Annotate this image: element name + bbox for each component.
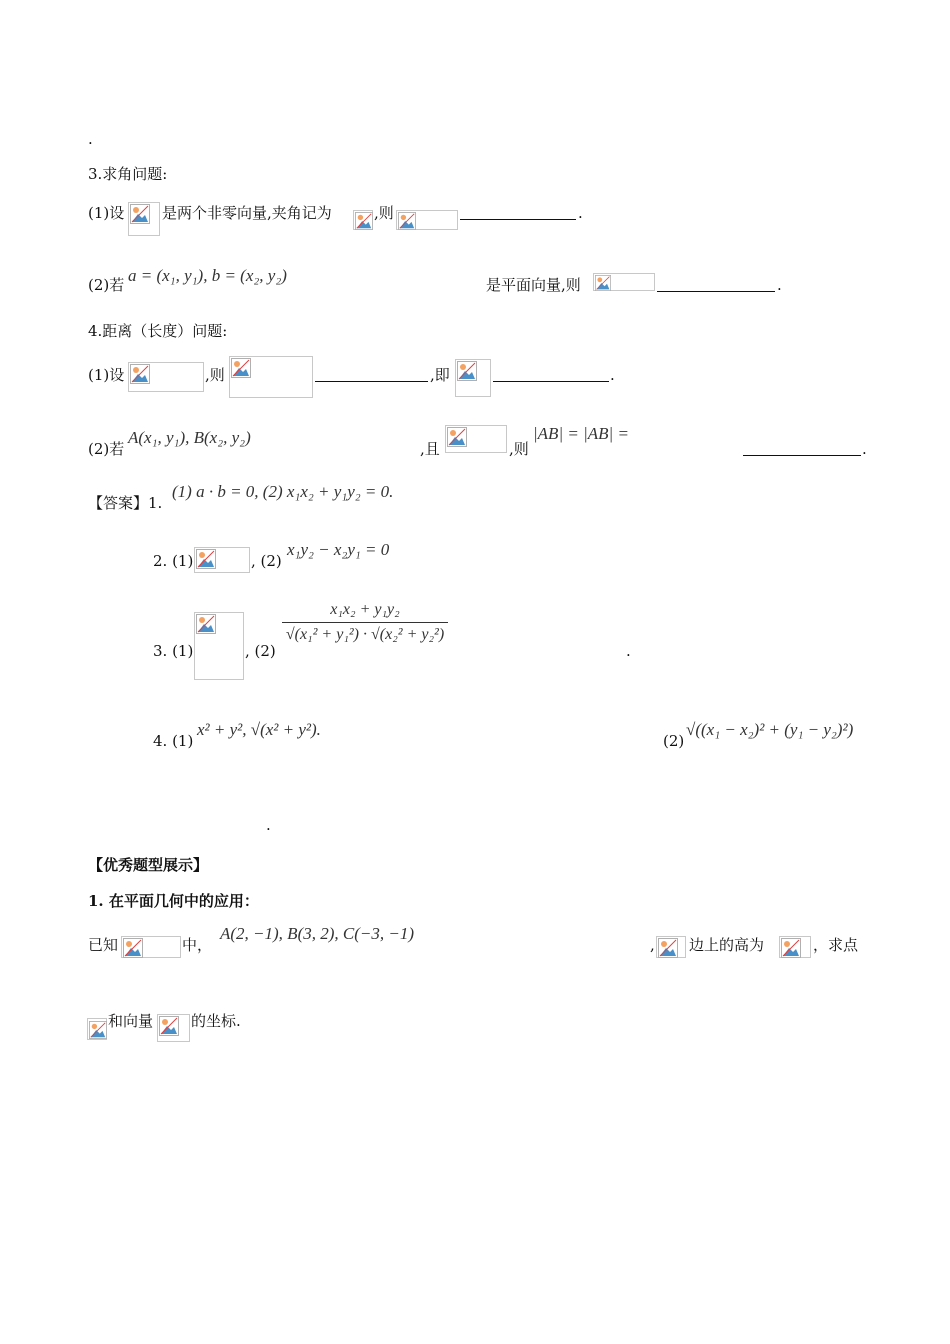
fraction-numerator: x₁x₂ + y₁y₂ <box>330 601 400 618</box>
answer-blank <box>460 219 576 220</box>
section-3-heading: 3.求角问题: <box>88 165 168 183</box>
q1-math: A(2, −1), B(3, 2), C(−3, −1) <box>220 924 414 943</box>
s3-p2-prefix: (2)若 <box>88 276 125 294</box>
broken-image-icon <box>121 936 181 958</box>
answer-4-p2-math: √((x₁ − x₂)² + (y₁ − y₂)²) <box>686 720 854 739</box>
broken-image-icon <box>157 1014 190 1042</box>
s3-p1-text2: ,则 <box>374 204 394 222</box>
s3-p1-text1: 是两个非零向量,夹角记为 <box>162 204 332 222</box>
answer-blank <box>657 291 775 292</box>
answer-blank <box>743 455 861 456</box>
fraction-denominator: √(x₁² + y₁²) · √(x₂² + y₂²) <box>285 626 445 643</box>
broken-image-icon <box>455 359 491 397</box>
broken-image-icon <box>396 210 458 230</box>
section-4-heading: 4.距离（长度）问题: <box>88 322 228 340</box>
s3-p2-math: a = (x₁, y₁), b = (x₂, y₂) <box>128 266 287 285</box>
q1-text2: , <box>650 936 655 954</box>
broken-image-icon <box>445 425 507 453</box>
answer-2-prefix: 2. (1) <box>153 552 194 570</box>
answer-4-p2-prefix: (2) <box>663 732 685 750</box>
s3-p2-text: 是平面向量,则 <box>486 276 581 294</box>
s4-p2-prefix: (2)若 <box>88 440 125 458</box>
s4-p1-text1: ,则 <box>205 366 225 384</box>
answer-3-end: . <box>626 642 631 660</box>
answer-3-mid: , (2) <box>245 642 276 660</box>
s4-p2-math2: |AB| = |AB| = <box>533 424 629 443</box>
s4-p2-math: A(x₁, y₁), B(x₂, y₂) <box>128 428 251 447</box>
answer-2-mid: , (2) <box>251 552 282 570</box>
answer-4-math: x² + y², √(x² + y²). <box>197 720 321 739</box>
answer-blank <box>493 381 609 382</box>
dot-marker: . <box>88 130 93 148</box>
q1-text1: 中， <box>182 936 213 954</box>
dot-marker: . <box>266 816 271 834</box>
s4-p1-text2: ,即 <box>430 366 450 384</box>
answer-3-prefix: 3. (1) <box>153 642 194 660</box>
q1-text3: 边上的高为 <box>689 936 765 954</box>
q1-prefix: 已知 <box>88 936 119 954</box>
s4-p2-text2: ,则 <box>509 440 529 458</box>
s3-p1-prefix: (1)设 <box>88 204 125 222</box>
s4-p1-end: . <box>610 366 615 384</box>
s3-p1-end: . <box>578 204 583 222</box>
answer-4-prefix: 4. (1) <box>153 732 194 750</box>
broken-image-icon <box>128 202 160 236</box>
s4-p1-prefix: (1)设 <box>88 366 125 384</box>
q1-text4: ，求点 <box>813 936 859 954</box>
answer-label: 【答案】1. <box>88 494 163 512</box>
answer-2-math: x₁y₂ − x₂y₁ = 0 <box>287 540 390 559</box>
broken-image-icon <box>128 362 204 392</box>
s4-p2-text1: ,且 <box>420 440 440 458</box>
q1-line2-text2: 的坐标. <box>191 1012 241 1030</box>
answer-blank <box>315 381 428 382</box>
broken-image-icon <box>353 210 373 230</box>
broken-image-icon <box>779 936 811 958</box>
question-1-heading: 1. 在平面几何中的应用： <box>88 892 259 910</box>
answer-3-fraction <box>282 600 448 645</box>
broken-image-icon <box>656 936 686 958</box>
broken-image-icon <box>87 1018 107 1040</box>
q1-line2-text1: 和向量 <box>108 1012 154 1030</box>
broken-image-icon <box>194 612 244 680</box>
broken-image-icon <box>229 356 313 398</box>
broken-image-icon <box>194 547 250 573</box>
s3-p2-end: . <box>777 276 782 294</box>
showcase-heading: 【优秀题型展示】 <box>88 856 209 874</box>
answer-1-math: (1) a · b = 0, (2) x₁x₂ + y₁y₂ = 0. <box>172 482 394 501</box>
broken-image-icon <box>593 273 655 291</box>
s4-p2-end: . <box>862 440 867 458</box>
